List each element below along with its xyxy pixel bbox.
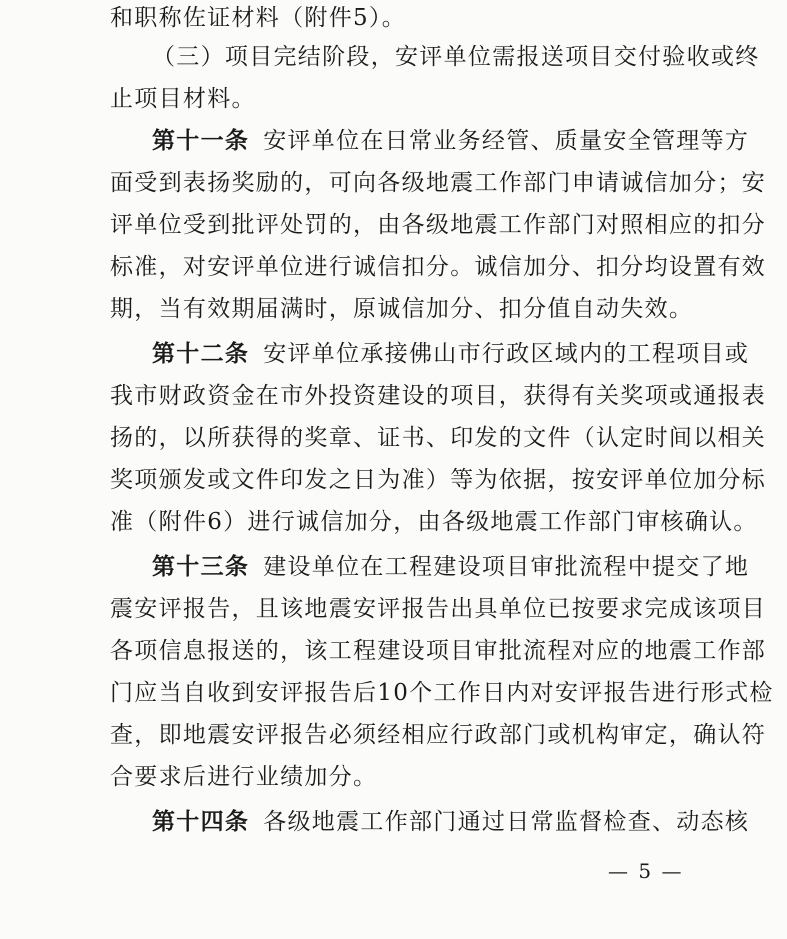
text-line: 评单位受到批评处罚的，由各级地震工作部门对照相应的扣分 <box>110 212 767 238</box>
text-line: 合要求后进行业绩加分。 <box>110 764 378 790</box>
text-line: 建设单位在工程建设项目审批流程中提交了地 <box>263 554 750 580</box>
page-number: — 5 — <box>608 859 684 883</box>
text-line: 我市财政资金在市外投资建设的项目，获得有关奖项或通报表 <box>110 383 767 409</box>
text-line: 扬的，以所获得的奖章、证书、印发的文件（认定时间以相关 <box>110 425 767 451</box>
text-line: 安评单位承接佛山市行政区域内的工程项目或 <box>263 341 750 367</box>
text-line: 标准，对安评单位进行诚信扣分。诚信加分、扣分均设置有效 <box>110 254 767 280</box>
text-line: 门应当自收到安评报告后10个工作日内对安评报告进行形式检 <box>110 680 774 706</box>
text-line: 震安评报告，且该地震安评报告出具单位已按要求完成该项目 <box>110 596 767 622</box>
article-14-line <box>152 807 750 837</box>
article-heading: 第十四条 <box>152 808 250 835</box>
text-line: 奖项颁发或文件印发之日为准）等为依据，按安评单位加分标 <box>110 467 767 493</box>
text-line: 期，当有效期届满时，原诚信加分、扣分值自动失效。 <box>110 296 694 322</box>
text-line: 面受到表扬奖励的，可向各级地震工作部门申请诚信加分；安 <box>110 170 767 196</box>
text-line: 各级地震工作部门通过日常监督检查、动态核 <box>263 809 750 835</box>
text-line: 安评单位在日常业务经管、质量安全管理等方 <box>263 128 750 154</box>
article-13-line <box>152 552 750 582</box>
text-line: 和职称佐证材料（附件5）。 <box>110 5 407 31</box>
article-heading: 第十一条 <box>152 127 250 154</box>
text-line: 查，即地震安评报告必须经相应行政部门或机构审定，确认符 <box>110 722 767 748</box>
article-12-line <box>152 339 750 369</box>
text-line: 准（附件6）进行诚信加分，由各级地震工作部门审核确认。 <box>110 509 758 535</box>
text-line: 止项目材料。 <box>110 86 256 112</box>
text-line: 各项信息报送的，该工程建设项目审批流程对应的地震工作部 <box>110 638 767 664</box>
article-heading: 第十二条 <box>152 340 250 367</box>
article-heading: 第十三条 <box>152 553 250 580</box>
article-11-line <box>152 126 750 156</box>
text-line: （三）项目完结阶段，安评单位需报送项目交付验收或终 <box>152 44 760 70</box>
